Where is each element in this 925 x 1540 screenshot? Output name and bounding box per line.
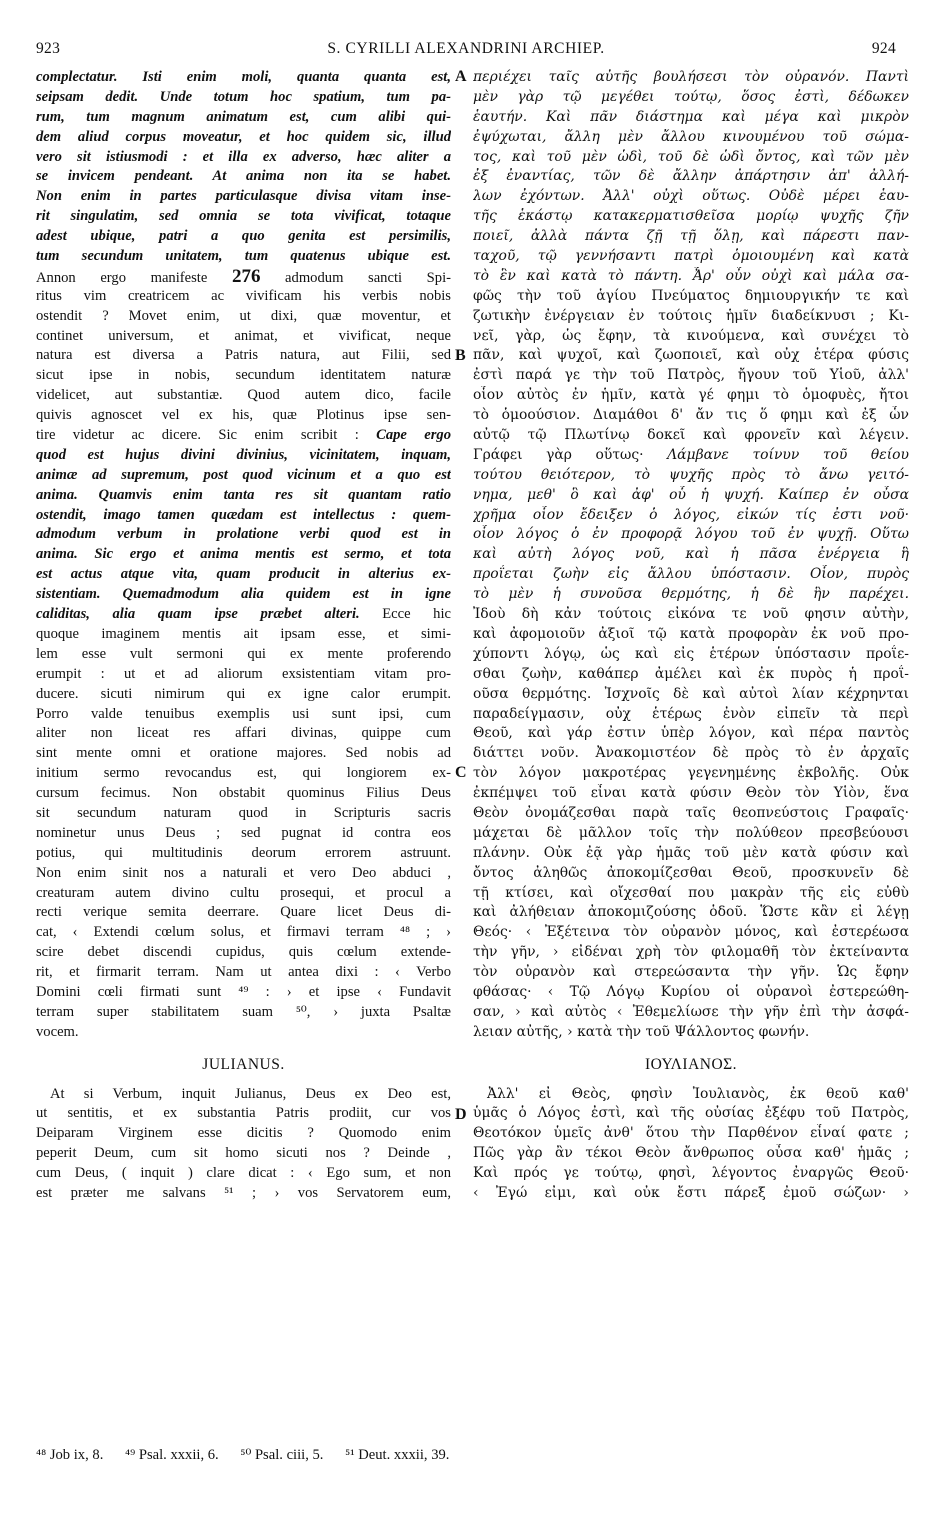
text-line: est actus atque vita, quam producit in alterius ex- [36, 566, 451, 583]
latin-paragraph-5 [36, 1085, 451, 1204]
running-title: S. CYRILLI ALEXANDRINI ARCHIEP. [327, 40, 605, 57]
text-line: πᾶν, καὶ ψυχοῖ, καὶ ζωοποιεῖ, καὶ οὐχ ἑτέρα φύσις [473, 347, 909, 364]
text-line: Θεὸν ὀνομάζεσθαι παρὰ ταῖς θεοπνεύστοις Γραφαῖς· [473, 804, 909, 821]
text-line [473, 446, 909, 466]
text-line: ὄντος ἀληθῶς ἀποκομίζεσθαι Θεοῦ, προσκυνεῖν δὲ [473, 864, 909, 881]
text-line: Porro valde tenuibus exemplis usi sunt ipsi, cum [36, 705, 451, 722]
text-line: initium sermo revocandus est, qui longiorem ex- [36, 765, 451, 782]
text-line: τὸ ὁμοούσιον. Διαμάθοι δ' ἄν τις ὅ φημι καὶ ἐξ ὧν [473, 407, 909, 424]
text-line: καὶ ἀφομοιοῦν ἀξιοῖ τῷ κατὰ προφορὰν ἐκ νοῦ προ- [473, 625, 909, 642]
text-line: Θεοτόκον ὑμεῖς ἀνθ' ὅτου τὴν Παρθένον εἶναί φατε ; [473, 1125, 909, 1142]
text-line: lem esse vult sermoni qui ex mente proferendo [36, 645, 451, 662]
text-line: ‹ Ἐγώ εἰμι, καὶ οὐκ ἔστι πάρεξ ἐμοῦ σώζων· › [473, 1185, 909, 1202]
text-line: quivis agnoscet vel ex his, quæ Plotinus ipse sen- [36, 407, 451, 424]
text-line: aliter non liceat res affari divinas, quippe cum [36, 725, 451, 742]
margin-marker-b: B [455, 347, 466, 364]
greek-paragraph-5 [473, 1085, 909, 1204]
text-line: admodum verbum in prolatione verbi quod est in [36, 526, 451, 543]
text-line [36, 605, 451, 625]
text-line: σθαι ζωὴν, καθάπερ ἀμέλει καὶ ἐκ πυρὸς ἡ προΐ- [473, 665, 909, 682]
text-line: ἐψύχωται, ἄλλη μὲν ἄλλου κινουμένου τοῦ σώμα- [473, 128, 909, 145]
greek-column [473, 68, 909, 1204]
text-line: διάττει νοῦν. Ἀνακομιστέον δὲ πρὸς τὸ ἐν ἀρχαῖς [473, 745, 909, 762]
text-line: οῦσα θερμότης. Ἰσχνοῖς δὲ καὶ αὐτοὶ λίαν κέχρηνται [473, 685, 909, 702]
latin-quotation [36, 446, 451, 625]
text-line: Non enim in partes particulasque divisa vitam inse- [36, 188, 451, 205]
text-line: καὶ αὐτὴ λόγος νοῦ, καὶ ἡ πᾶσα ἐνέργεια ἣ [473, 546, 909, 563]
page-header [36, 40, 896, 64]
text-line-with-page-marker [36, 267, 451, 287]
greek-paragraph-4 [473, 605, 909, 1043]
text-line: χύποντι λόγῳ, ὡς καὶ εἰς ἑτέρων ὑπόστασιν προΐε- [473, 645, 909, 662]
text-fragment: admodum sancti Spi- [285, 269, 451, 286]
text-line: rit singulatim, sed omnia se tota vivificat, totaque [36, 208, 451, 225]
text-line: vero sit istiusmodi : et illa ex adverso, hæc aliter a [36, 148, 451, 165]
text-line: natura est diversa a Patris natura, aut Filii, sed [36, 347, 451, 364]
text-line: cum Deus, ( inquit ) clare dicat : ‹ Ego sum, et non [36, 1165, 451, 1182]
text-line: τὸ ἓν καὶ κατὰ τὸ πάντη. Ἆρ' οὖν οὐχὶ καὶ μάλα σα- [473, 267, 909, 284]
text-fragment: tire videtur ac dicere. Sic enim scribit : [36, 427, 359, 444]
text-line: ut sentitis, et ex substantia Patris prodiit, cur vos [36, 1105, 451, 1122]
text-line: nominetur unus Deus ; sed pugnat id contra eos [36, 824, 451, 841]
text-line: παραδείγμασιν, οὐχ ἑτέρως ἐνὸν εἰπεῖν τὰ περὶ [473, 705, 909, 722]
text-line: terram super stabilitatem suam ⁵⁰, › juxta Psaltæ [36, 1003, 451, 1020]
text-line: τῇ κτίσει, καὶ οἴχεσθαί που μακρὰν τῆς εἰς εὐθὺ [473, 884, 909, 901]
text-line: τος, καὶ τοῦ μὲν ὡδὶ, τοῦ δὲ ὡδὶ ὄντος, καὶ τῶν μὲν [473, 148, 909, 165]
text-line: ducere. sicuti nimirum qui ex igne calor erumpit. [36, 685, 451, 702]
text-line [36, 426, 451, 446]
text-line: rit, et firmarit terram. Nam ut antea dixi : ‹ Verbo [36, 964, 451, 981]
text-line: ζωτικὴν ἐνέργειαν ἐν τούτοις ἡμῖν διαδείκνυσι ; Κι- [473, 307, 909, 324]
footnote: ⁵¹ Deut. xxxii, 39. [345, 1447, 450, 1463]
greek-quotation [473, 466, 909, 605]
text-fragment: Ecce hic [382, 606, 451, 623]
text-line: peperit Deum, cum sit homo sicuti nos ? Deinde , [36, 1145, 451, 1162]
text-line: ostendit ? Movet enim, ut dixi, quæ moventur, et [36, 307, 451, 324]
text-line: ποιεῖ, ἀλλὰ πάντα ζῇ τῇ ὅλῃ, καὶ πάρεστι παν- [473, 228, 909, 245]
text-line: ritus vim creatricem ac vivificam his verbis nobis [36, 287, 451, 304]
text-line: λειαν αὐτῆς, › κατὰ τὴν τοῦ Ψάλλοντος φωνήν. [473, 1023, 810, 1040]
text-line: νημα, μεθ' ὃ καὶ ἀφ' οὗ ἡ ψυχή. Καίπερ ἐν οὖσα [473, 486, 909, 503]
text-line: ἐκπέμψει τοῦ εἶναι κατὰ φύσιν Θεὸν τὸν Υἱὸν, ἕνα [473, 785, 909, 802]
text-fragment: Γράφει γὰρ οὕτως· [473, 446, 644, 463]
text-line: anima. Sic ergo et anima mentis est sermo, et tota [36, 546, 451, 563]
text-line: recti verique semita deerrare. Quare licet Deus di- [36, 904, 451, 921]
text-fragment: Annon ergo manifeste [36, 269, 208, 286]
text-line: χρῆμα οἷον ἔδειξεν ὁ λόγος, εἰκών τίς ἐστι νοῦ· [473, 506, 909, 523]
latin-paragraph-1 [36, 68, 451, 267]
text-line: cat, ‹ Extendi cœlum solus, et firmavi terram ⁴⁸ ; › [36, 924, 451, 941]
section-title-ioulianos: ΙΟΥΛΙΑΝΟΣ. [644, 1055, 738, 1073]
page-number-right: 924 [871, 40, 896, 57]
text-line: Θεοῦ, καὶ γάρ ἐστιν ὑπὲρ λόγον, καὶ πέρα παντὸς [473, 725, 909, 742]
latin-paragraph-2 [36, 287, 451, 446]
greek-paragraph-2 [473, 287, 909, 466]
text-line: sit secundum naturam quod in Scripturis sacris [36, 804, 451, 821]
text-line: φῶς τὴν τοῦ ἁγίου Πνεύματος δημιουργικήν τε καὶ [473, 287, 909, 304]
text-line: Θεός· ‹ Ἐξέτεινα τὸν οὐρανὸν μόνος, καὶ ἐστερέωσα [473, 924, 909, 941]
text-line: Deiparam Virginem esse dicitis ? Quomodo enim [36, 1125, 451, 1142]
text-line: se invicem pendeant. At anima non ita se habet. [36, 168, 451, 185]
text-line: τὸ μὲν ἡ συνοῦσα θερμότης, ἡ δὲ ἣν παρέχει. [473, 586, 909, 603]
text-line: potius, qui multitudinis deorum errorem astruunt. [36, 844, 451, 861]
footnote: ⁵⁰ Psal. ciii, 5. [240, 1447, 324, 1463]
text-line: μάχεται δὲ μᾶλλον τοῖς τὴν πολύθεον πρεσβεύουσι [473, 824, 909, 841]
greek-paragraph-1 [473, 68, 909, 287]
section-title-julianus: JULIANUS. [202, 1055, 285, 1073]
text-line: φθάσας· ‹ Τῷ Λόγῳ Κυρίου οἱ οὐρανοὶ ἐστερεώθη- [473, 983, 909, 1000]
text-line: Domini cœli firmati sunt ⁴⁹ : › et ipse ‹ Fundavit [36, 983, 451, 1000]
text-line: σαν, › καὶ αὐτὸς ‹ Ἐθεμελίωσε τὴν γῆν ἐπὶ τὴν ἀσφά- [473, 1003, 909, 1020]
text-line: νεῖ, γὰρ, ὡς ἔφην, τὰ κινούμενα, καὶ συνέχει τὸ [473, 327, 909, 344]
text-line: continet universum, et animat, et vivificat, neque [36, 327, 451, 344]
page-number-left: 923 [36, 40, 61, 57]
text-line: περιέχει ταῖς αὐτῆς βουλήσεσι τὸν οὐρανόν. Παντὶ [473, 69, 909, 85]
text-line: ἐξ ἐναντίας, τῶν δὲ ἄλλην ἀπάρτησιν ἀπ' ἀλλή- [473, 168, 909, 185]
text-line: est præter me salvans ⁵¹ ; › vos Servatorem eum, [36, 1185, 451, 1202]
text-line: ταχοῦ, τῷ γεννήσαντι πατρὶ ὁμοιουμένη καὶ κατὰ [473, 248, 909, 265]
margin-marker-c: C [455, 764, 467, 781]
text-line: creaturam autem divino cultu prosequi, et procul a [36, 884, 451, 901]
text-line: rum, tum magnum animatum est, cum alibi qui- [36, 108, 451, 125]
text-line: complectatur. Isti enim moli, quanta quanta est, [36, 69, 451, 85]
text-line: erumpit : ut et ad aliorum exsistentiam vitam pro- [36, 665, 451, 682]
text-line: λων ἐχόντων. Ἀλλ' οὐχὶ οὕτως. Οὐδὲ μέρει ἑαυ- [473, 188, 909, 205]
text-line: sistentiam. Quemadmodum alia quidem est in igne [36, 586, 451, 603]
text-line: adest ubique, patri a quo genita est persimilis, [36, 228, 451, 245]
text-line: μὲν γὰρ τῷ μεγέθει τούτῳ, ὅσος ἐστὶ, δέδωκεν [473, 88, 909, 105]
text-line: sint mente omni et oratione majores. Sed nobis ad [36, 745, 451, 762]
text-line: τὸν λόγον μακροτέρας γεγενημένης ἐκβολῆς. Οὐκ [473, 765, 909, 782]
text-line: sicut ipse in nobis, secundum identitatem naturæ [36, 367, 451, 384]
edition-page-marker: 276 [231, 266, 261, 287]
text-line: ἑαυτήν. Καὶ πᾶν διάστημα καὶ μέγα καὶ μικρὸν [473, 108, 909, 125]
text-line: τῆς ἑκάστῳ κατακερματισθεῖσα μορίῳ ψυχῆς ζῆν [473, 208, 909, 225]
text-line: τὸν οὐρανὸν καὶ στερεώσαντα τὴν γῆν. Ὡς ἔφην [473, 964, 909, 981]
text-line: Καὶ πρός γε τούτῳ, φησὶ, λέγοντος ἐναργῶς Θεοῦ· [473, 1165, 909, 1182]
text-line: Non enim sinit nos a naturali et vero Deo abduci , [36, 864, 451, 881]
text-line: πλάνην. Οὐκ ἐᾷ γὰρ ἡμᾶς τοῦ μὲν κατὰ φύσιν καὶ [473, 844, 909, 861]
text-line: καὶ ἀλήθειαν ἀποκομιζούσης ὁδοῦ. Ὥστε κἂν εἰ λέγῃ [473, 904, 909, 921]
text-line: quod est hujus divini divinius, vicinitatem, inquam, [36, 446, 451, 463]
text-line: quoque imaginem mentis ait ipsam esse, et simi- [36, 625, 451, 642]
text-line: At si Verbum, inquit Julianus, Deus ex Deo est, [50, 1085, 451, 1102]
quote-fragment: Λάμβανε τοίνυν τοῦ θείου [667, 446, 909, 463]
text-line: προΐεται ζωὴν εἰς ἄλλου ὑπόστασιν. Οἷον, πυρὸς [473, 566, 909, 583]
text-line: cursum fecimus. Non obstabit quominus Filius Deus [36, 785, 451, 802]
latin-column [36, 68, 451, 1204]
text-line: videlicet, aut substantiæ. Quod autem dico, facile [36, 387, 451, 404]
text-line: οἷον αὐτὸς ἐν ἡμῖν, κατὰ γέ φημι τὸ ὁμοφυὲς, ἤτοι [473, 387, 909, 404]
text-line: animæ ad supremum, post quod vicinum et a quo est [36, 466, 451, 483]
text-line: anima. Quamvis enim tanta res sit quantam ratio [36, 486, 451, 503]
text-line: dem aliud corpus moveatur, et hoc quidem sic, illud [36, 128, 451, 145]
text-line: scire debet discendi cupidus, quis cœlum extende- [36, 944, 451, 961]
text-line: Πῶς γὰρ ἂν τέκοι Θεὸν ἄνθρωπος οὖσα καθ' ἡμᾶς ; [473, 1145, 909, 1162]
margin-marker-a: A [455, 68, 467, 85]
text-line: ὑμᾶς ὁ Λόγος ἐστὶ, καὶ τῆς οὐσίας ἐξέφυ τοῦ Πατρὸς, [473, 1105, 909, 1122]
text-line: tum secundum unitatem, tum quatenus ubique est. [36, 248, 451, 265]
text-line: οἷον λόγος ὁ ἐν προφορᾷ λόγου τοῦ ἐν ψυχῇ. Οὕτω [473, 526, 909, 543]
footnotes [36, 1446, 896, 1464]
latin-paragraph-4 [36, 625, 451, 1043]
margin-marker-d: D [455, 1106, 467, 1123]
text-line: ostendit, imago tamen quædam est intellectus : quem- [36, 506, 451, 523]
text-line: τούτου θειότερον, τὸ ψυχῆς πρὸς τὸ ἄνω γειτό- [473, 466, 909, 483]
text-line: Ἰδοὺ δὴ κἀν τούτοις εἰκόνα τε νοῦ φησιν αὐτὴν, [473, 606, 909, 623]
footnote: ⁴⁸ Job ix, 8. [36, 1447, 104, 1463]
text-line: seipsam dedit. Unde totum hoc spatium, tum pa- [36, 88, 451, 105]
text-line: vocem. [36, 1023, 79, 1040]
quote-fragment: caliditas, alia quam ipse præbet alteri. [36, 606, 360, 623]
text-line: τὴν γῆν, › εἰδέναι χρὴ τὸν φιλομαθῆ τὸν ἐκτείναντα [473, 944, 909, 961]
text-line: ἐστὶ παρά γε τὴν τοῦ Πατρὸς, ἤγουν τοῦ Υἱοῦ, ἀλλ' [473, 367, 909, 384]
footnote: ⁴⁹ Psal. xxxii, 6. [125, 1447, 219, 1463]
quote-fragment: Cape ergo [376, 427, 451, 444]
text-line: αὐτῷ τῷ Πλωτίνῳ δοκεῖ καὶ φρονεῖν καὶ λέγειν. [473, 427, 909, 444]
text-line: Ἀλλ' εἰ Θεὸς, φησὶν Ἰουλιανὸς, ἐκ θεοῦ καθ' [487, 1085, 909, 1102]
